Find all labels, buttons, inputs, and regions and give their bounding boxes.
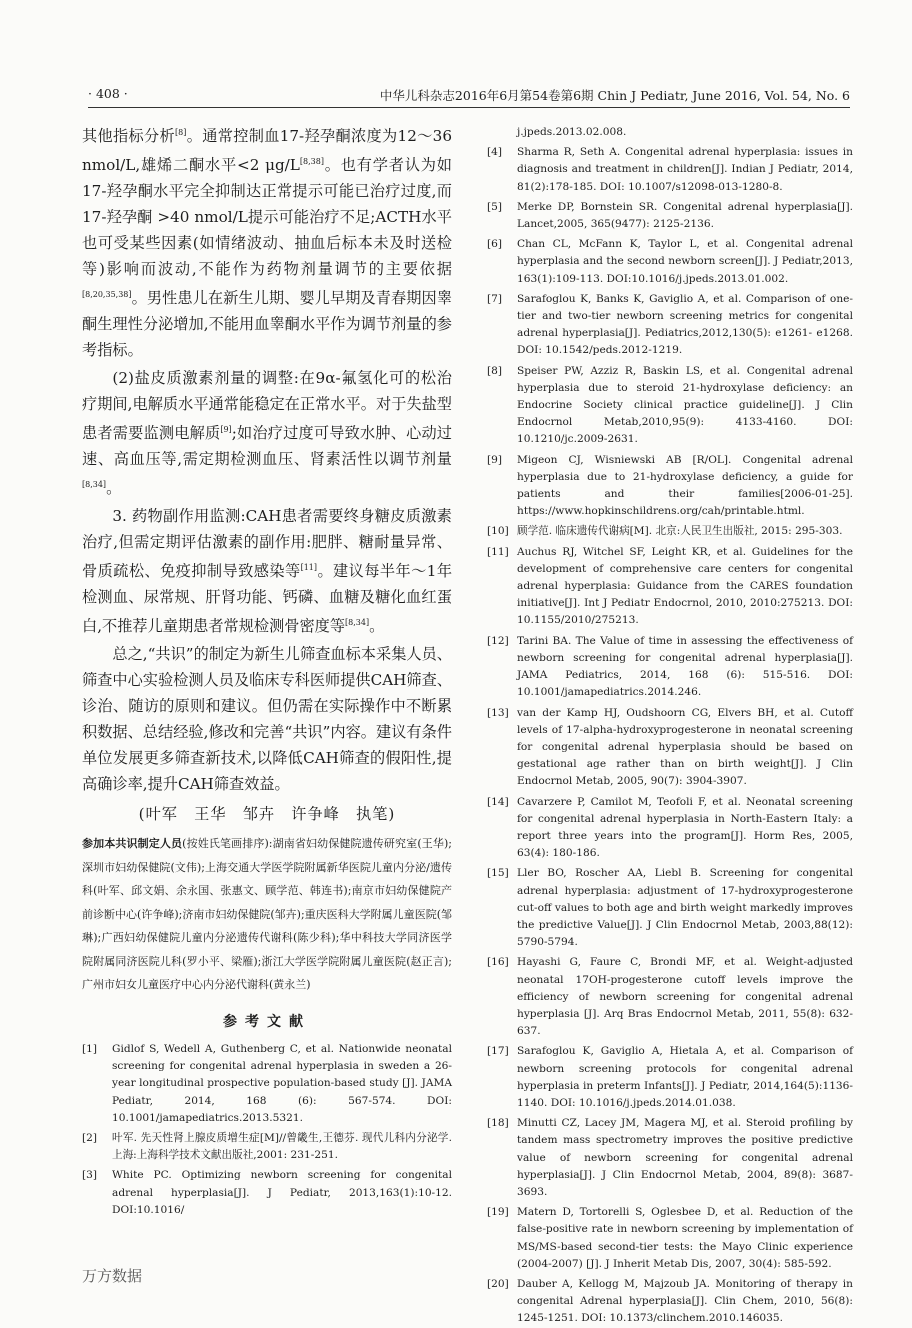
reference-number: [14] xyxy=(487,795,509,808)
citation[interactable]: [8,20,35,38] xyxy=(82,290,132,300)
paragraph-conclusion: 总之,“共识”的制定为新生儿筛查血标本采集人员、筛查中心实验检测人员及临床专科医师提供CAH筛查、诊治、随访的原则和建议。但仍需在实际操作中不断累积数据、总结经验,修改和完善“共识”内容。建议有条件单位发展更多筛查新技术,以降低CAH筛查的假阳性,提高确诊率,提升CAH筛查效益。 xyxy=(82,645,452,794)
reference-text: Merke DP, Bornstein SR. Congenital adrenal hyperplasia[J]. Lancet,2005, 365(9477): 2125-2136. xyxy=(517,200,853,231)
references-heading: 参考文献 xyxy=(223,1013,311,1030)
participants-label: 参加本共识制定人员 xyxy=(82,837,183,851)
reference-number: [1] xyxy=(82,1042,98,1055)
reference-continuation: j.jpeds.2013.02.008. xyxy=(517,126,627,138)
reference-number: [19] xyxy=(487,1206,509,1219)
citation[interactable]: [8] xyxy=(175,128,187,137)
reference-item xyxy=(487,705,853,791)
reference-text: Ller BO, Roscher AA, Liebl B. Screening for congenital adrenal hyperplasia: adjustment of 17-hydroxyprogesterone cut-off values to both age and birth weight markedly improves the predictive Value[J]. J Clin Endocrnol Metab, 2003,88(12): 5790-5794. xyxy=(517,867,853,949)
reference-text: Hayashi G, Faure C, Brondi MF, et al. Weight-adjusted neonatal 17OH-progesterone cutoff levels improve the efficiency of newborn screening for congenital adrenal hyperplasia [J]. Arq Bras Endocrnol Metab, 2011, 55(8): 632-637. xyxy=(517,956,853,1038)
reference-text: Auchus RJ, Witchel SF, Leight KR, et al. Guidelines for the development of comprehensive care centers for congenital adrenal hyperplasia: Guidance from the CARES foundation initiative[J]. Int J Pediatr Endocrnol, 2010, 2010:275213. DOI: 10.1155/2010/275213. xyxy=(517,545,853,627)
reference-item xyxy=(82,1167,452,1219)
reference-number: [4] xyxy=(487,146,503,159)
page-number: · 408 · xyxy=(88,86,128,101)
reference-text: 叶军. 先天性肾上腺皮质增生症[M]//曾畿生,王德芬. 现代儿科内分泌学. 上海:上海科学技术文献出版社,2001: 231-251. xyxy=(112,1131,452,1162)
reference-text: White PC. Optimizing newborn screening for congenital adrenal hyperplasia[J]. J Pediatr, 2013,163(1):10-12. DOI:10.1016/ xyxy=(112,1169,452,1216)
reference-text: Chan CL, McFann K, Taylor L, et al. Congenital adrenal hyperplasia and the second newborn screen[J]. J Pediatr,2013, 163(1):109-113. DOI:10.1016/j.jpeds.2013.01.002. xyxy=(517,238,853,285)
reference-number: [10] xyxy=(487,525,509,538)
reference-number: [5] xyxy=(487,200,503,213)
reference-list-right xyxy=(487,124,853,1328)
reference-item xyxy=(487,523,853,540)
reference-item xyxy=(487,1276,853,1328)
reference-number: [6] xyxy=(487,238,503,251)
reference-item xyxy=(487,1204,853,1273)
reference-number: [18] xyxy=(487,1117,509,1130)
reference-item xyxy=(487,865,853,951)
reference-item xyxy=(487,363,853,449)
reference-text: Tarini BA. The Value of time in assessing the effectiveness of newborn screening for congenital adrenal hyperplasia[J]. JAMA Pediatrics, 2014, 168 (6): 515-516. DOI: 10.1001/jamapediatrics.2014.246. xyxy=(517,634,853,699)
reference-text: Matern D, Tortorelli S, Oglesbee D, et al. Reduction of the false-positive rate in newborn screening by implementation of MS/MS-based second-tier tests: the Mayo Clinic experience (2004-2007) [J]. J Inherit Metab Dis, 2007, 30(4): 585-592. xyxy=(517,1206,853,1270)
reference-item xyxy=(487,1043,853,1112)
reference-text: Gidlof S, Wedell A, Guthenberg C, et al. Nationwide neonatal screening for congenital adrenal hyperplasia in sweden a 26-year longitudinal prospective population-based study [J]. JAMA Pediatr, 2014, 168 (6): 567-574. DOI: 10.1001/jamapediatrics.2013.5321. xyxy=(112,1042,452,1124)
reference-number: [13] xyxy=(487,706,509,719)
reference-number: [16] xyxy=(487,956,509,969)
reference-text: Speiser PW, Azziz R, Baskin LS, et al. Congenital adrenal hyperplasia due to steroid 21-hydroxylase deficiency: an Endocrine Society clinical practice guideline[J]. J Clin Endocrnol Metab,2010,95(9): 4133-4160. DOI: 10.1210/jc.2009-2631. xyxy=(517,364,853,446)
reference-text: Migeon CJ, Wisniewski AB [R/OL]. Congenital adrenal hyperplasia due to 21-hydroxylase deficiency, a guide for patients and their families[2006-01-25]. https://www.hopkinschildrens.org/cah/printable.html. xyxy=(517,453,853,518)
left-column xyxy=(82,120,452,1260)
reference-number: [17] xyxy=(487,1045,509,1058)
reference-text: Cavarzere P, Camilot M, Teofoli F, et al. Neonatal screening for congenital adrenal hyperplasia in North-Eastern Italy: a report three years into the program[J]. Horm Res, 2005, 63(4): 180-186. xyxy=(517,795,853,860)
reference-item xyxy=(82,1041,452,1127)
reference-list-left xyxy=(82,1041,452,1219)
right-column xyxy=(487,124,853,1325)
citation[interactable]: [8,34] xyxy=(345,618,370,628)
reference-item xyxy=(487,144,853,196)
reference-item xyxy=(487,291,853,360)
reference-text: Minutti CZ, Lacey JM, Magera MJ, et al. Steroid profiling by tandem mass spectrometry improves the positive predictive value of newborn screening for congenital adrenal hyperplasia[J]. J Clin Endocrnol Metab, 2004, 89(8): 3687-3693. xyxy=(517,1117,853,1198)
reference-text: 顾学范. 临床遗传代谢病[M]. 北京:人民卫生出版社, 2015: 295-303. xyxy=(517,525,843,538)
reference-text: Dauber A, Kellogg M, Majzoub JA. Monitoring of therapy in congenital Adrenal hyperplasia[J]. Clin Chem, 2010, 56(8): 1245-1251. DOI: 10.1373/clinchem.2010.146035. xyxy=(517,1278,853,1325)
citation[interactable]: [9] xyxy=(220,425,232,435)
watermark-text: 万方数据 xyxy=(82,1267,143,1285)
reference-text: Sarafoglou K, Banks K, Gaviglio A, et al. Comparison of one-tier and two-tier newborn screening metrics for congenital adrenal hyperplasia[J]. Pediatrics,2012,130(5): e1261- e1268. DOI: 10.1542/peds.2012-1219. xyxy=(517,292,853,357)
paragraph-hormone-monitoring: 其他指标分析[8]。通常控制血17-羟孕酮浓度为12～36 nmol/L,雄烯二酮水平<2 μg/L[8,38]。也有学者认为如17-羟孕酮水平完全抑制达正常提示可能已治疗过度,而17-羟孕酮 >40 nmol/L提示可能治疗不足;ACTH水平也可受某些因素(如情绪波动、抽血后标本未及时送检等)影响而波动,不能作为药物剂量调节的主要依据[8,20,35,38]。男性患儿在新生儿期、婴儿早期及青春期因睾酮生理性分泌增加,不能用血睾酮水平作为调节剂量的参考指标。 xyxy=(82,127,453,360)
header-divider xyxy=(88,107,850,108)
reference-item xyxy=(487,794,853,863)
reference-number: [20] xyxy=(487,1278,509,1290)
reference-text: Sharma R, Seth A. Congenital adrenal hyperplasia: issues in diagnosis and treatment in children[J]. Indian J Pediatr, 2014, 81(2):178-185. DOI: 10.1007/s12098-013-1280-8. xyxy=(517,146,853,193)
running-header xyxy=(88,86,850,104)
reference-number: [15] xyxy=(487,867,509,880)
reference-item xyxy=(487,199,853,233)
authors-line: (叶军 王华 邹卉 许争峰 执笔) xyxy=(138,805,396,824)
reference-item xyxy=(487,1115,853,1201)
citation[interactable]: [11] xyxy=(300,563,318,573)
reference-number: [2] xyxy=(82,1131,98,1144)
reference-item xyxy=(487,633,853,702)
reference-number: [8] xyxy=(487,364,503,377)
reference-item xyxy=(487,452,853,521)
reference-item xyxy=(487,544,853,630)
reference-number: [3] xyxy=(82,1169,98,1182)
reference-number: [7] xyxy=(487,292,503,305)
reference-text: Sarafoglou K, Gaviglio A, Hietala A, et al. Comparison of newborn screening protocols for congenital adrenal hyperplasia in preterm Infants[J]. J Pediatr, 2014,164(5):1136-1140. DOI: 10.1016/j.jpeds.2014.01.038. xyxy=(517,1045,853,1109)
reference-text: van der Kamp HJ, Oudshoorn CG, Elvers BH, et al. Cutoff levels of 17-alpha-hydroxyprogesterone in neonatal screening for congenital adrenal hyperplasia should be based on gestational age rather than on birth weight[J]. J Clin Endocrnol Metab, 2005, 90(7): 3904-3907. xyxy=(517,706,853,788)
journal-citation-line: 中华儿科杂志2016年6月第54卷第6期 Chin J Pediatr, June 2016, Vol. 54, No. 6 xyxy=(379,88,850,103)
reference-number: [11] xyxy=(487,545,509,558)
reference-number: [12] xyxy=(487,634,509,647)
reference-item xyxy=(82,1130,452,1164)
reference-item xyxy=(487,236,853,288)
paragraph-side-effects: 3. 药物副作用监测:CAH患者需要终身糖皮质激素治疗,但需定期评估激素的副作用:肥胖、糖耐量异常、骨质疏松、免疫抑制导致感染等[11]。建议每半年～1年检测血、尿常规、肝肾功能、钙磷、血糖及糖化血红蛋白,不推荐儿童期患者常规检测骨密度等[8,34]。 xyxy=(82,507,453,636)
citation[interactable]: [8,34] xyxy=(82,480,107,490)
paragraph-mineralocorticoid: (2)盐皮质激素剂量的调整:在9α-氟氢化可的松治疗期间,电解质水平通常能稳定在正常水平。对于失盐型患者需要监测电解质[9];如治疗过度可导致水肿、心动过速、高血压等,需定期检测血压、肾素活性以调节剂量[8,34]。 xyxy=(82,369,452,498)
citation[interactable]: [8,38] xyxy=(299,157,324,167)
reference-item xyxy=(487,954,853,1040)
participants-list: 参加本共识制定人员(按姓氏笔画排序):湖南省妇幼保健院遗传研究室(王华);深圳市妇幼保健院(文伟);上海交通大学医学院附属新华医院儿童内分泌/遗传科(叶军、邱文娟、余永国、张惠文、顾学范、韩连书);南京市妇幼保健院产前诊断中心(许争峰);济南市妇幼保健院(邹卉);重庆医科大学附属儿童医院(邹琳);广西妇幼保健院儿童内分泌遗传代谢科(陈少科);华中科技大学同济医学院附属同济医院儿科(罗小平、梁雁);浙江大学医学院附属儿童医院(赵正言);广州市妇女儿童医疗中心内分泌代谢科(黄永兰) xyxy=(82,837,452,992)
reference-number: [9] xyxy=(487,453,503,466)
